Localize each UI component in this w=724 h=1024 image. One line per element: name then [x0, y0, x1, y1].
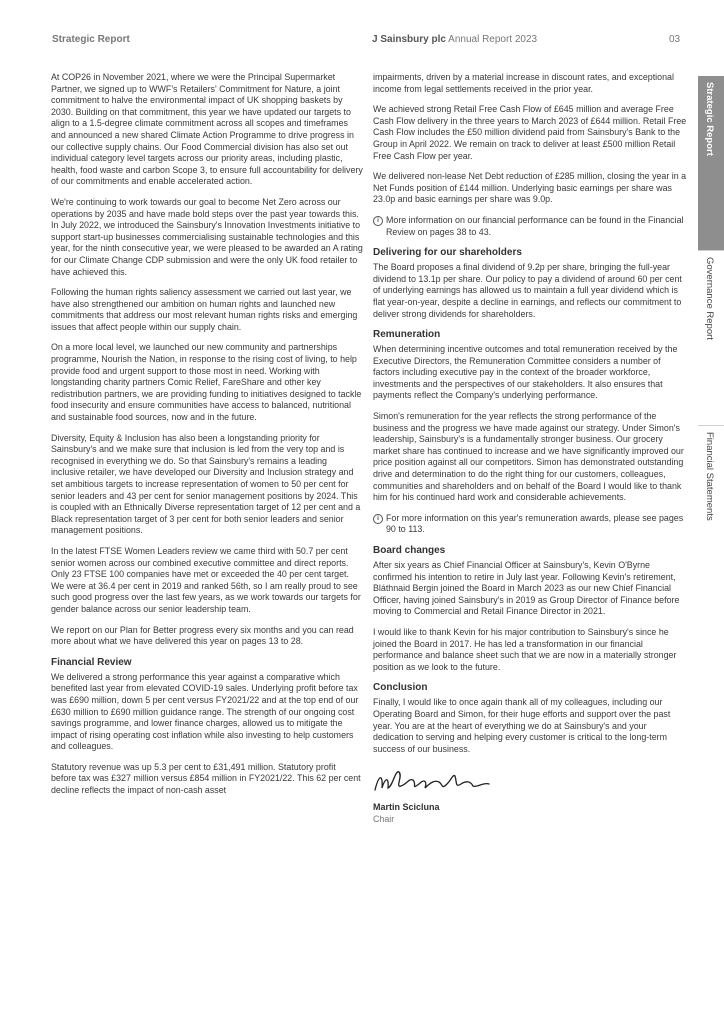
page-number: 03 — [669, 34, 681, 45]
info-icon: i — [373, 514, 383, 524]
paragraph: We delivered non-lease Net Debt reduction of £285 million, closing the year in a Net Funds position of £144 million. Underlying basic earnings per share was 23.0p and basic earnings per share was 9.0p. — [373, 171, 687, 205]
tab-financial-statements[interactable] — [698, 425, 724, 600]
paragraph: I would like to thank Kevin for his major contribution to Sainsbury's since he joined the Board in 2017. He has led a transformation in our financial performance and balance sheet such that we are now in a materially stronger position as we look to the future. — [373, 626, 677, 672]
heading-remuneration: Remuneration — [373, 329, 441, 341]
note-text: More information on our financial performance can be found in the Financial Review on pages 38 to 43. — [386, 214, 684, 237]
section-title: Strategic Report — [52, 34, 130, 45]
heading-board-changes: Board changes — [373, 545, 446, 556]
heading-shareholders: Delivering for our shareholders — [373, 247, 522, 259]
tab-label: Financial Statements — [704, 432, 715, 521]
paragraph: On a more local level, we launched our new community and partnerships programme, Nourish the Nation, in response to the rising cost of living, to help provide food and urgent support to those most in need. Working with longstanding charity partners Comic Relief, FareShare and other key redistribution partners, we are providing funding to initiatives designed to tackle food insecurity and ensure communities have access to balanced, nutritional and sustainable food sources, now and in the future. — [51, 342, 362, 423]
paragraph: Finally, I would like to once again thank all of my colleagues, including our Operating Board and Simon, for their huge efforts and support over the past year. You are at the heart of everything we do at Sainsbury's and your dedication to serving and helping every customer is critical to the long-term success of our business. — [373, 697, 671, 754]
report-title — [372, 34, 537, 45]
right-column — [373, 72, 687, 826]
tab-strategic-report[interactable] — [698, 76, 724, 250]
paragraph: Diversity, Equity & Inclusion has also been a longstanding priority for Sainsbury's and we make sure that inclusion is led from the very top and is recognised in everything we do. So that Sainsbury's remains a leading inclusive retailer, we have developed our Diversity and Inclusion strategy and set ambitious targets to increase representation of women to 50 per cent for senior leaders and 43 per cent for senior management positions by 2024. This is coupled with an Ethnically Diverse representation target of 12 per cent and a Black representation target of 3 per cent for both senior leaders and senior management positions. — [51, 432, 361, 536]
info-note — [373, 215, 687, 238]
signer-role: Chair — [373, 813, 395, 824]
report-name: Annual Report 2023 — [448, 34, 538, 45]
tab-label: Strategic Report — [704, 82, 715, 156]
paragraph: Simon's remuneration for the year reflects the strong performance of the business and the progress we have made against our strategy. Under Simon's leadership, Sainsbury's is a fundamentally stronger business. Our grocery market share has continued to increase and we have significantly improved our price position against all our competitors. Simon has demonstrated outstanding drive and determination to do the right thing for our customers, colleagues, communities and shareholders and on behalf of the Board I would like to thank him for his continued hard work and considerable achievements. — [373, 411, 684, 503]
section-tabs — [698, 76, 724, 600]
left-column — [51, 72, 363, 806]
note-text: For more information on this year's remuneration awards, please see pages 90 to 113. — [386, 512, 684, 535]
paragraph: We're continuing to work towards our goal to become Net Zero across our operations by 2035 and have made bold steps over the past year towards this. In July 2022, we introduced the Sainsbury's Innovation Investments initiative to support start-up businesses commercialising sustainable technologies and this year, for the ninth consecutive year, we were pleased to be awarded an A rating for our Climate Change CDP submission and were the only UK food retailer to have achieved this. — [51, 196, 363, 277]
paragraph: In the latest FTSE Women Leaders review we came third with 50.7 per cent senior women across our combined executive committee and direct reports. Only 23 FTSE 100 companies have met or exceeded the 40 per cent target. We were at 36.4 per cent in 2019 and ranked 56th, so I am really proud to see such good progress over the last few years, as we work towards our targets for gender balance across our senior leadership team. — [51, 545, 361, 614]
paragraph: impairments, driven by a material increase in discount rates, and exceptional income from legal settlements received in the prior year. — [373, 72, 674, 94]
paragraph: Following the human rights saliency assessment we carried out last year, we have also strengthened our ambition on human rights and launched new commitments that address our most relevant human rights risks and emerging issues that affect people within our supply chain. — [51, 287, 358, 332]
tab-label: Governance Report — [704, 257, 715, 340]
paragraph: We achieved strong Retail Free Cash Flow of £645 million and average Free Cash Flow delivery in the three years to March 2023 of £644 million. Retail Free Cash Flow includes the £50 million dividend paid from Sainsbury's Bank to the Group in April 2022. We remain on track to deliver at least £500 million Retail Free Cash Flow per year. — [373, 104, 687, 161]
tab-governance-report[interactable] — [698, 250, 724, 425]
info-icon: i — [373, 216, 383, 226]
paragraph: After six years as Chief Financial Officer at Sainsbury's, Kevin O'Byrne confirmed his intention to retire in July last year. Following Kevin's retirement, Bláthnaid Bergin joined the Board in March 2023 as our new Chief Financial Officer, having joined Sainsbury's in 2019 as Group Director of Finance before moving to Commercial and Retail Finance Director in 2021. — [373, 560, 680, 617]
info-note — [373, 513, 687, 536]
signer-name: Martin Scicluna — [373, 802, 440, 813]
paragraph: At COP26 in November 2021, where we were the Principal Supermarket Partner, we signed up to WWF's Retailers' Commitment for Nature, a joint commitment to halve the environmental impact of UK shopping baskets by 2030. Building on that commitment, this year we have updated our targets to align to a 1.5-degree climate commitment across all scopes and timeframes and announced a new shared Climate Action Programme to drive progress in our collective supply chains. Our Food Commercial division has also set out individual category level targets across our priority areas, including plastic, health, food waste and carbon Scope 3, to ensure full accountability for delivery of our commitments and enable accelerated action. — [51, 72, 363, 187]
heading-financial-review: Financial Review — [51, 656, 132, 668]
paragraph: When determining incentive outcomes and total remuneration received by the Executive Directors, the Remuneration Committee considers a number of factors including executive pay in the context of the broader workforce, investments and the perspectives of our stakeholders. It also ensures that payments reflect the Company's underlying performance. — [373, 344, 678, 401]
heading-conclusion: Conclusion — [373, 682, 428, 694]
paragraph: The Board proposes a final dividend of 9.2p per share, bringing the full-year dividend to 13.1p per share. Our policy to pay a dividend of around 60 per cent of underlying earnings has allowed us to maintain a full year dividend which is flat year-on-year, despite a decline in earnings, and reflects our commitment to deliver strong dividends for shareholders. — [373, 262, 682, 319]
paragraph: Statutory revenue was up 5.3 per cent to £31,491 million. Statutory profit before tax was £327 million versus £854 million in FY2021/22. This 62 per cent decline reflects the impact of non-cash asset — [51, 761, 361, 796]
signature — [373, 764, 493, 798]
paragraph: We delivered a strong performance this year against a comparative which benefited last year from elevated COVID-19 sales. Underlying profit before tax was £690 million, down 5 per cent versus FY2021/22 and at the top end of our £630 million to £690 million guidance range. The strength of our ongoing cost savings programme, and lower finance charges, allowed us to mitigate the impact of rising operating cost inflation while also investing to help customers and colleagues. — [51, 671, 359, 752]
company-name: J Sainsbury plc — [372, 34, 446, 45]
paragraph: We report on our Plan for Better progress every six months and you can read more about what we have delivered this year on pages 13 to 28. — [51, 624, 354, 647]
